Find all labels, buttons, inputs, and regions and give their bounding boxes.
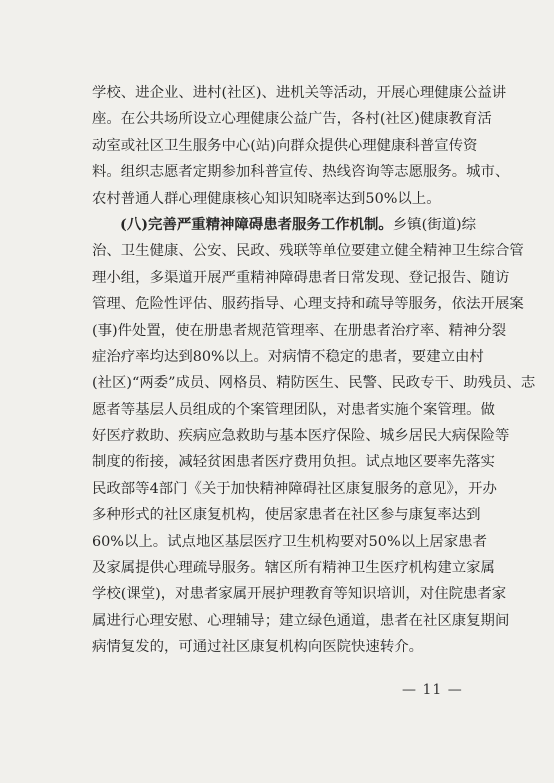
text-line: 学校(课堂)，对患者家属开展护理教育等知识培训，对住院患者家 (92, 586, 507, 603)
text-line: 好医疗救助、疾病应急救助与基本医疗保险、城乡居民大病保险等 (92, 428, 510, 445)
text-line: 民政部等4部门《关于加快精神障碍社区康复服务的意见》，开办 (92, 480, 497, 497)
text-line: 座。在公共场所设立心理健康公益广告，各村(社区)健康教育活 (92, 111, 492, 128)
section-heading-line (92, 212, 476, 238)
section-heading: (八)完善严重精神障碍患者服务工作机制。 (120, 215, 393, 233)
text-line: 治、卫生健康、公安、民政、残联等单位要建立健全精神卫生综合管 (92, 243, 524, 260)
text-line: 病情复发的，可通过社区康复机构向医院快速转介。 (92, 639, 423, 656)
text-line: 愿者等基层人员组成的个案管理团队，对患者实施个案管理。做 (92, 401, 495, 418)
text-line: 管理、危险性评估、服药指导、心理支持和疏导等服务，依法开展案 (92, 296, 524, 313)
page-number: — 11 — (402, 682, 463, 698)
text-line: 及家属提供心理疏导服务。辖区所有精神卫生医疗机构建立家属 (92, 560, 495, 577)
text-line: 60%以上。试点地区基层医疗卫生机构要对50%以上居家患者 (92, 533, 487, 550)
text-line: 症治疗率均达到80%以上。对病情不稳定的患者，要建立由村 (92, 348, 484, 365)
text-line: 动室或社区卫生服务中心(站)向群众提供心理健康科普宣传资 (92, 137, 478, 154)
text-line: 料。组织志愿者定期参加科普宣传、热线咨询等志愿服务。城市、 (92, 164, 510, 181)
section-heading-continuation: 乡镇(街道)综 (392, 216, 476, 233)
text-line: 属进行心理安慰、心理辅导；建立绿色通道，患者在社区康复期间 (92, 612, 510, 629)
text-line: (社区)“两委”成员、网格员、精防医生、民警、民政专干、助残员、志 (92, 375, 536, 392)
text-line: 多种形式的社区康复机构，使居家患者在社区参与康复率达到 (92, 507, 481, 524)
text-line: 制度的衔接，减轻贫困患者医疗费用负担。试点地区要率先落实 (92, 454, 495, 471)
text-line: 农村普通人群心理健康核心知识知晓率达到50%以上。 (92, 190, 441, 207)
text-line: 学校、进企业、进村(社区)、进机关等活动，开展心理健康公益讲 (92, 85, 507, 101)
body-text (92, 80, 536, 661)
text-line: (事)件处置，使在册患者规范管理率、在册患者治疗率、精神分裂 (92, 322, 507, 339)
text-line: 理小组，多渠道开展严重精神障碍患者日常发现、登记报告、随访 (92, 269, 510, 286)
